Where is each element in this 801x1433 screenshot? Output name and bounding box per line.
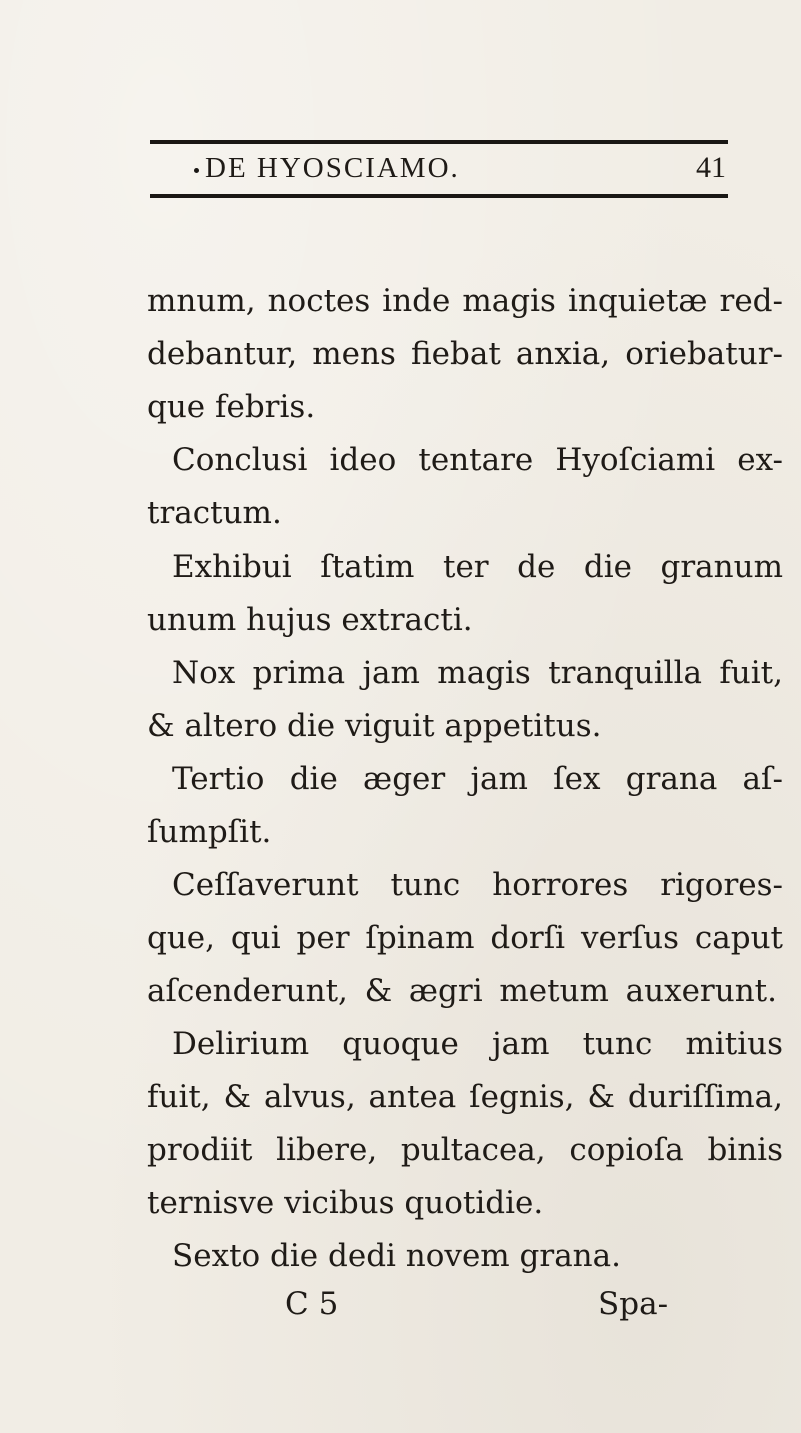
- text-line: Conclusi ideo tentare Hyoſciami ex-: [172, 442, 783, 478]
- text-line: Sexto die dedi novem grana.: [172, 1238, 621, 1274]
- text-line: aſcenderunt, & ægri metum auxerunt.: [147, 973, 777, 1009]
- text-line: Tertio die æger jam ſex grana aſ-: [172, 761, 783, 797]
- text-line: Delirium quoque jam tunc mitius: [172, 1026, 783, 1062]
- catchword: Spa-: [598, 1286, 669, 1322]
- text-line: unum hujus extracti.: [147, 602, 473, 638]
- text-line: tractum.: [147, 495, 282, 531]
- text-line: ſumpſit.: [147, 814, 272, 850]
- text-line: Nox prima jam magis tranquilla fuit,: [172, 655, 783, 691]
- text-line: que febris.: [147, 389, 316, 425]
- text-line: & altero die viguit appetitus.: [147, 708, 602, 744]
- text-line: debantur, mens fiebat anxia, oriebatur-: [147, 336, 783, 372]
- running-title: DE HYOSCIAMO.: [205, 152, 460, 184]
- text-line: Exhibui ſtatim ter de die granum: [172, 549, 783, 585]
- text-line: que, qui per ſpinam dorſi verſus caput: [147, 920, 783, 956]
- text-line: Ceſſaverunt tunc horrores rigores-: [172, 867, 783, 903]
- text-line: prodiit libere, pultacea, copioſa binis: [147, 1132, 783, 1168]
- text-line: mnum, noctes inde magis inquietæ red-: [147, 283, 783, 319]
- page-number: 41: [696, 151, 726, 184]
- text-line: fuit, & alvus, antea ſegnis, & duriſſima,: [147, 1079, 783, 1115]
- signature-mark: C 5: [285, 1286, 339, 1322]
- text-line: ternisve vicibus quotidie.: [147, 1185, 544, 1221]
